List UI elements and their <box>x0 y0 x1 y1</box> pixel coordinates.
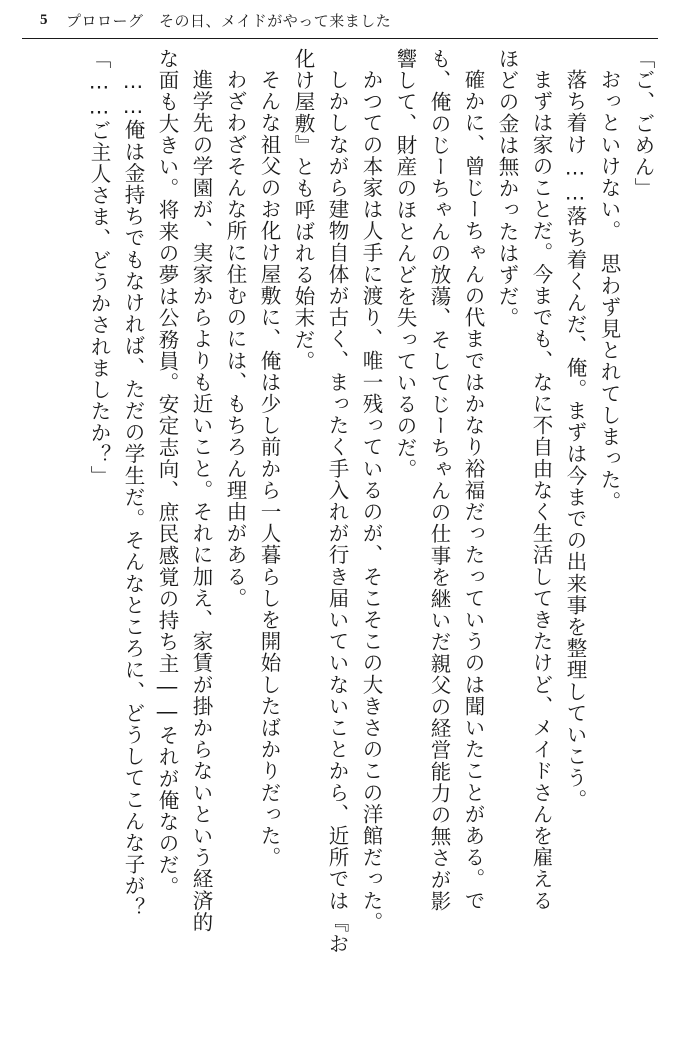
paragraph: 化け屋敷』とも呼ばれる始末だ。 <box>291 48 315 372</box>
page-body <box>20 48 660 1040</box>
paragraph: かつての本家は人手に渡り、唯一残っているのが、そこそこの大きさのこの洋館だった。 <box>359 69 383 933</box>
paragraph: まずは家のことだ。今までも、なに不自由なく生活してきたけど、メイドさんを雇える <box>529 69 553 912</box>
paragraph: ……俺は金持ちでもなければ、ただの学生だ。そんなところに、どうしてこんな子が？ <box>121 69 145 919</box>
paragraph: 響して、財産のほとんどを失っているのだ。 <box>393 48 417 480</box>
vertical-text-block <box>20 48 660 1038</box>
paragraph: おっといけない。 思わず見とれてしまった。 <box>597 69 621 513</box>
paragraph: 確かに、曾じーちゃんの代まではかなり裕福だったっていうのは聞いたことがある。で <box>461 69 485 912</box>
chapter-title: プロローグ その日、メイドがやって来ました <box>66 11 392 30</box>
paragraph: 進学先の学園が、実家からよりも近いこと。それに加え、家賃が掛からないという経済的 <box>189 69 213 933</box>
page-number: 5 <box>40 11 48 28</box>
paragraph: 落ち着け……落ち着くんだ、俺。まずは今までの出来事を整理していこう。 <box>563 69 587 811</box>
paragraph: も、俺のじーちゃんの放蕩、そしてじーちゃんの仕事を継いだ親父の経営能力の無さが影 <box>427 48 451 912</box>
paragraph: しかしながら建物自体が古く、まったく手入れが行き届いていないことから、近所では『お <box>325 69 349 955</box>
header-divider <box>22 38 658 39</box>
page-header <box>0 0 679 40</box>
paragraph: そんな祖父のお化け屋敷に、俺は少し前から一人暮らしを開始したばかりだった。 <box>257 69 281 869</box>
paragraph: ほどの金は無かったはずだ。 <box>495 48 519 329</box>
paragraph: わざわざそんな所に住むのには、もちろん理由がある。 <box>223 69 247 609</box>
paragraph: 「……ご主人さま、どうかされましたか？」 <box>87 48 111 487</box>
paragraph: 「ご、ごめん」 <box>631 48 655 200</box>
paragraph: な面も大きい。将来の夢は公務員。安定志向、庶民感覚の持ち主――それが俺なのだ。 <box>155 48 179 898</box>
